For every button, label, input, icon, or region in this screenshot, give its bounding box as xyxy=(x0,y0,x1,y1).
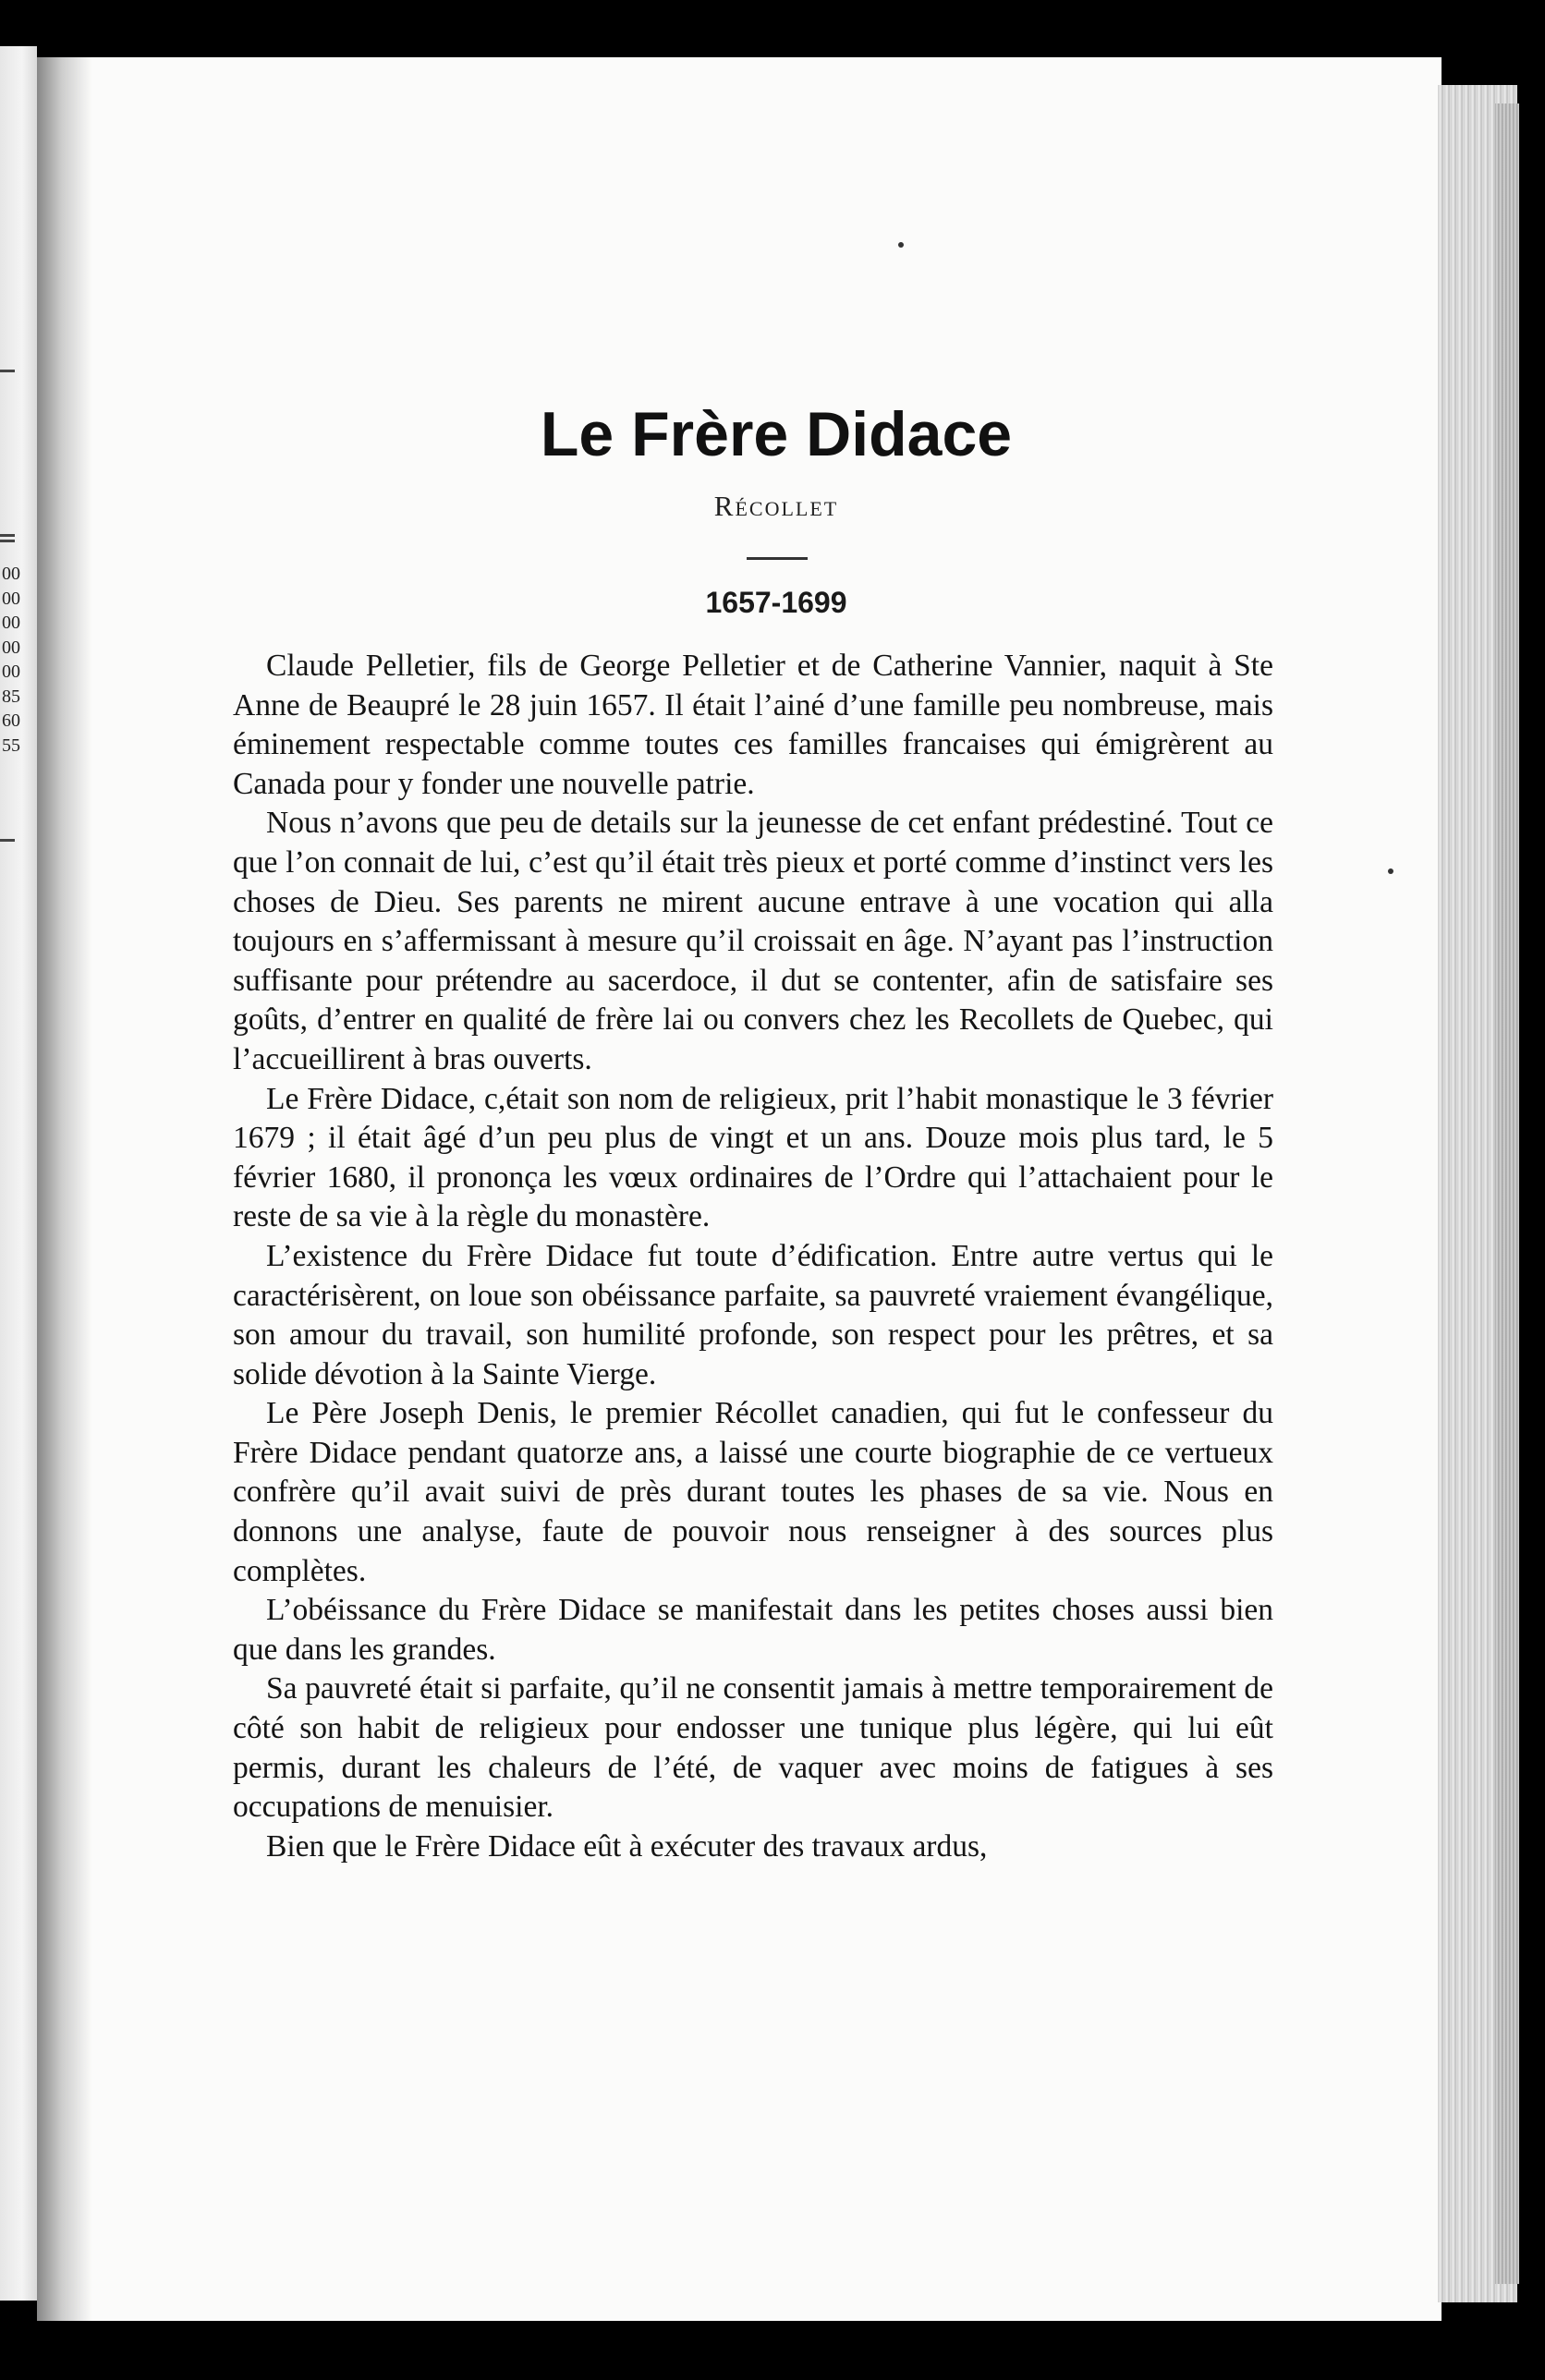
life-dates: 1657-1699 xyxy=(705,586,847,619)
facing-page-number: 00 xyxy=(2,637,20,658)
title-divider xyxy=(747,557,808,560)
facing-page-rule xyxy=(0,370,15,372)
paragraph: Le Frère Didace, c,était son nom de religieux, prit l’habit monastique le 3 février 1679 ; il était âgé d’un peu plus de vingt et un ans. Douze mois plus tard, le 5 février 1680, il prononça les vœux ordinaires de l’Ordre qui l’attachaient pour le reste de sa vie à la règle du monastère. xyxy=(233,1081,1273,1234)
print-speck xyxy=(1388,868,1393,874)
facing-page-number: 00 xyxy=(2,613,20,633)
facing-page-rule xyxy=(0,534,15,537)
facing-page-rule xyxy=(0,839,15,842)
facing-page-number: 00 xyxy=(2,564,20,584)
facing-page-numbers xyxy=(0,562,20,758)
facing-page-edge xyxy=(0,46,37,2301)
paragraph: Sa pauvreté était si parfaite, qu’il ne consentit jamais à mettre temporairement de côté son habit de religieux pour endosser une tunique plus légère, qui lui eût permis, durant les chaleurs de l’été, de vaquer avec moins de fatigues à ses occupations de menuisier. xyxy=(233,1671,1273,1825)
paragraph: L’existence du Frère Didace fut toute d’édification. Entre autre vertus qui le caractérisèrent, on loue son obéissance parfaite, sa pauvreté vraiement évangélique, son amour du travail, son humilité profonde, son respect pour les prêtres, et sa solide dévotion à la Sainte Vierge. xyxy=(233,1238,1273,1391)
facing-page-number: 55 xyxy=(2,735,20,756)
facing-page-number: 00 xyxy=(2,662,20,682)
facing-page-number: 85 xyxy=(2,686,20,707)
facing-page-number: 00 xyxy=(2,588,20,609)
gutter-shadow xyxy=(37,57,92,2321)
page-edges-outer xyxy=(1495,103,1519,2284)
paragraph: Bien que le Frère Didace eût à exécuter des travaux ardus, xyxy=(266,1828,988,1864)
paragraph: Claude Pelletier, fils de George Pelletier et de Catherine Vannier, naquit à Ste Anne de Beaupré le 28 juin 1657. Il était l’ainé d’une famille peu nombreuse, mais éminement respectable comme toutes ces familles francaises qui émigrèrent au Canada pour y fonder une nouvelle patrie. xyxy=(233,649,1273,801)
paragraph: Nous n’avons que peu de details sur la jeunesse de cet enfant prédestiné. Tout ce que l’on connait de lui, c’est qu’il était très pieux et porté comme d’instinct vers les choses de Dieu. Ses parents ne mirent aucune entrave à une vocation qui alla toujours en s’affermissant à mesure qu’il croissait en âge. N’ayant pas l’instruction suffisante pour prétendre au sacerdoce, il dut se contenter, afin de satisfaire ses goûts, d’entrer en qualité de frère lai ou convers chez les Recollets de Quebec, qui l’accueillirent à bras ouverts. xyxy=(233,806,1273,1076)
paragraph: Le Père Joseph Denis, le premier Récollet canadien, qui fut le confesseur du Frère Didace pendant quatorze ans, a laissé une courte biographie de ce vertueux confrère qu’il avait suivi de près durant toutes les phases de sa vie. Nous en donnons une analyse, faute de pouvoir nous renseigner à des sources plus complètes. xyxy=(233,1396,1273,1588)
print-speck xyxy=(898,242,904,248)
page-subtitle: Récollet xyxy=(713,490,839,522)
facing-page-number: 60 xyxy=(2,710,20,731)
article-body xyxy=(233,647,1273,1866)
facing-page-rule xyxy=(0,540,15,542)
page-title: Le Frère Didace xyxy=(540,399,1013,469)
paragraph: L’obéissance du Frère Didace se manifestait dans les petites choses aussi bien que dans les grandes. xyxy=(233,1593,1273,1667)
